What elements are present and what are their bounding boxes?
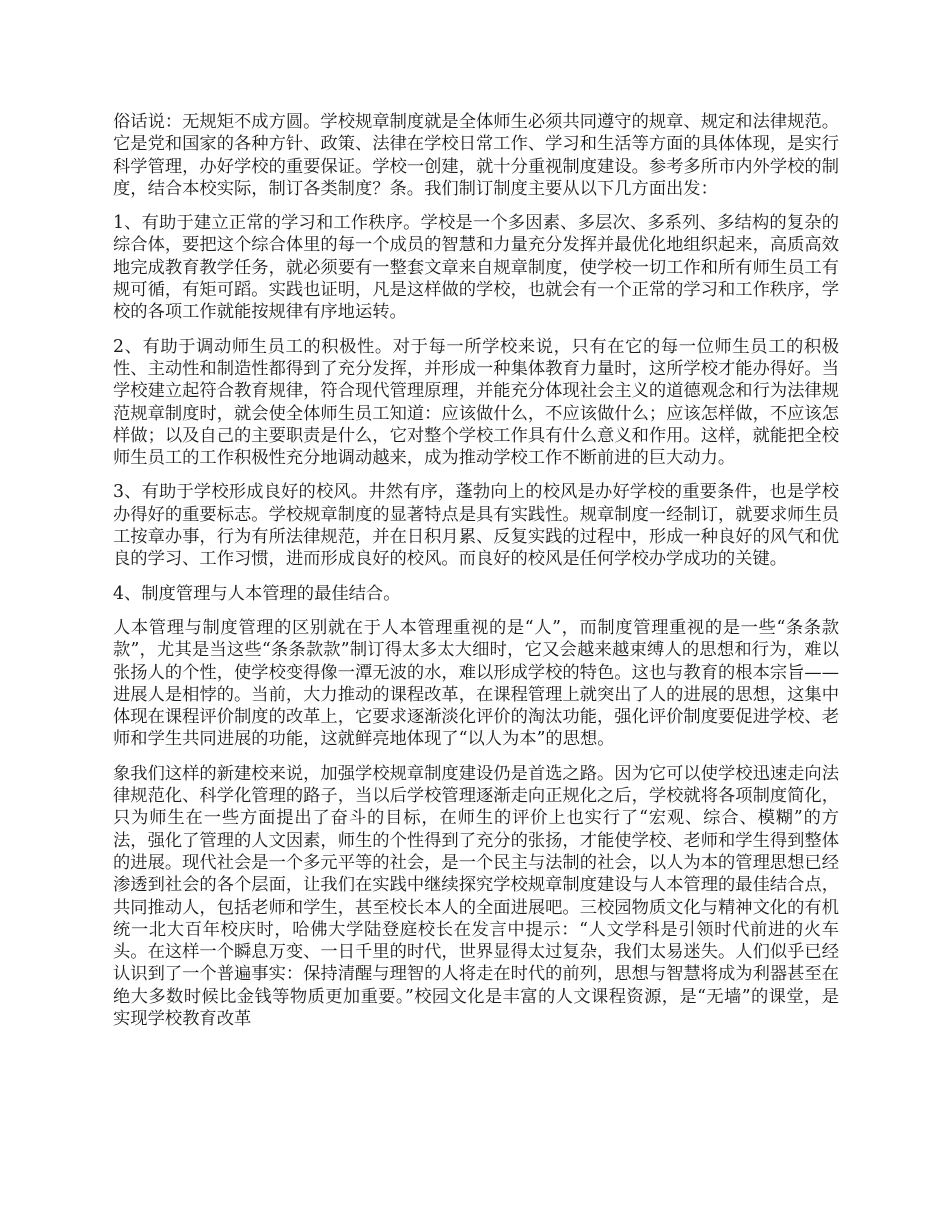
- point-1-paragraph: 1、有助于建立正常的学习和工作秩序。学校是一个多因素、多层次、多系列、多结构的复杂的综合体，要把这个综合体里的每一个成员的智慧和力量充分发挥并最优化地组织起来，高质高效地完成教育教学任务，就必须要有一整套文章来自规章制度，使学校一切工作和所有师生员工有规可循，有矩可蹈。实践也证明，凡是这样做的学校，也就会有一个正常的学习和工作秩序，学校的各项工作就能按规律有序地运转。: [113, 213, 839, 323]
- intro-paragraph: 俗话说：无规矩不成方圆。学校规章制度就是全体师生必须共同遵守的规章、规定和法律规范。它是党和国家的各种方针、政策、法律在学校日常工作、学习和生活等方面的具体体现，是实行科学管理，办好学校的重要保证。学校一创建，就十分重视制度建设。参考多所市内外学校的制度，结合本校实际，制订各类制度？条。我们制订制度主要从以下几方面出发：: [113, 112, 839, 199]
- point-2-paragraph: 2、有助于调动师生员工的积极性。对于每一所学校来说，只有在它的每一位师生员工的积极性、主动性和制造性都得到了充分发挥，并形成一种集体教育力量时，这所学校才能办得好。当学校建立起符合教育规律，符合现代管理原理，并能充分体现社会主义的道德观念和行为法律规范规章制度时，就会使全体师生员工知道：应该做什么，不应该做什么；应该怎样做，不应该怎样做；以及自己的主要职责是什么，它对整个学校工作具有什么意义和作用。这样，就能把全校师生员工的工作积极性充分地调动越来，成为推动学校工作不断前进的巨大动力。: [113, 336, 839, 469]
- document-body: [113, 111, 839, 1042]
- point-4-heading: 4、制度管理与人本管理的最佳结合。: [113, 583, 401, 604]
- point-3-paragraph: 3、有助于学校形成良好的校风。井然有序，蓬勃向上的校风是办好学校的重要条件，也是学校办得好的重要标志。学校规章制度的显著特点是具有实践性。规章制度一经制订，就要求师生员工按章办事，行为有所法律规范，并在日积月累、反复实践的过程中，形成一种良好的风气和优良的学习、工作习惯，进而形成良好的校风。而良好的校风是任何学校办学成功的关键。: [113, 482, 839, 570]
- humanistic-management-paragraph: 人本管理与制度管理的区别就在于人本管理重视的是“人”，而制度管理重视的是一些“条条款款”，尤其是当这些“条条款款”制订得太多太大细时，它又会越来越束缚人的思想和行为，难以张扬人的个性，使学校变得像一潭无波的水，难以形成学校的特色。这也与教育的根本宗旨——进展人是相悖的。当前，大力推动的课程改革，在课程管理上就突出了人的进展的思想，这集中体现在课程评价制度的改革上，它要求逐渐淡化评价的淘汰功能，强化评价制度要促进学校、老师和学生共同进展的功能，这就鲜亮地体现了“以人为本”的思想。: [113, 617, 839, 750]
- new-school-paragraph: 象我们这样的新建校来说，加强学校规章制度建设仍是首选之路。因为它可以使学校迅速走向法律规范化、科学化管理的路子，当以后学校管理逐渐走向正规化之后，学校就将各项制度简化，只为师生在一些方面提出了奋斗的目标，在师生的评价上也实行了“宏观、综合、模糊”的方法，强化了管理的人文因素，师生的个性得到了充分的张扬，才能使学校、老师和学生得到整体的进展。现代社会是一个多元平等的社会，是一个民主与法制的社会，以人为本的管理思想已经渗透到社会的各个层面，让我们在实践中继续探究学校规章制度建设与人本管理的最佳结合点，共同推动人，包括老师和学生，甚至校长本人的全面进展吧。三校园物质文化与精神文化的有机统一北大百年校庆时，哈佛大学陆登庭校长在发言中提示：“人文学科是引领时代前进的火车头。在这样一个瞬息万变、一日千里的时代，世界显得太过复杂，我们太易迷失。人们似乎已经认识到了一个普遍事实：保持清醒与理智的人将走在时代的前列，思想与智慧将成为利器甚至在绝大多数时候比金钱等物质更加重要。”校园文化是丰富的人文课程资源，是“无墙”的课堂，是实现学校教育改革: [113, 763, 839, 1029]
